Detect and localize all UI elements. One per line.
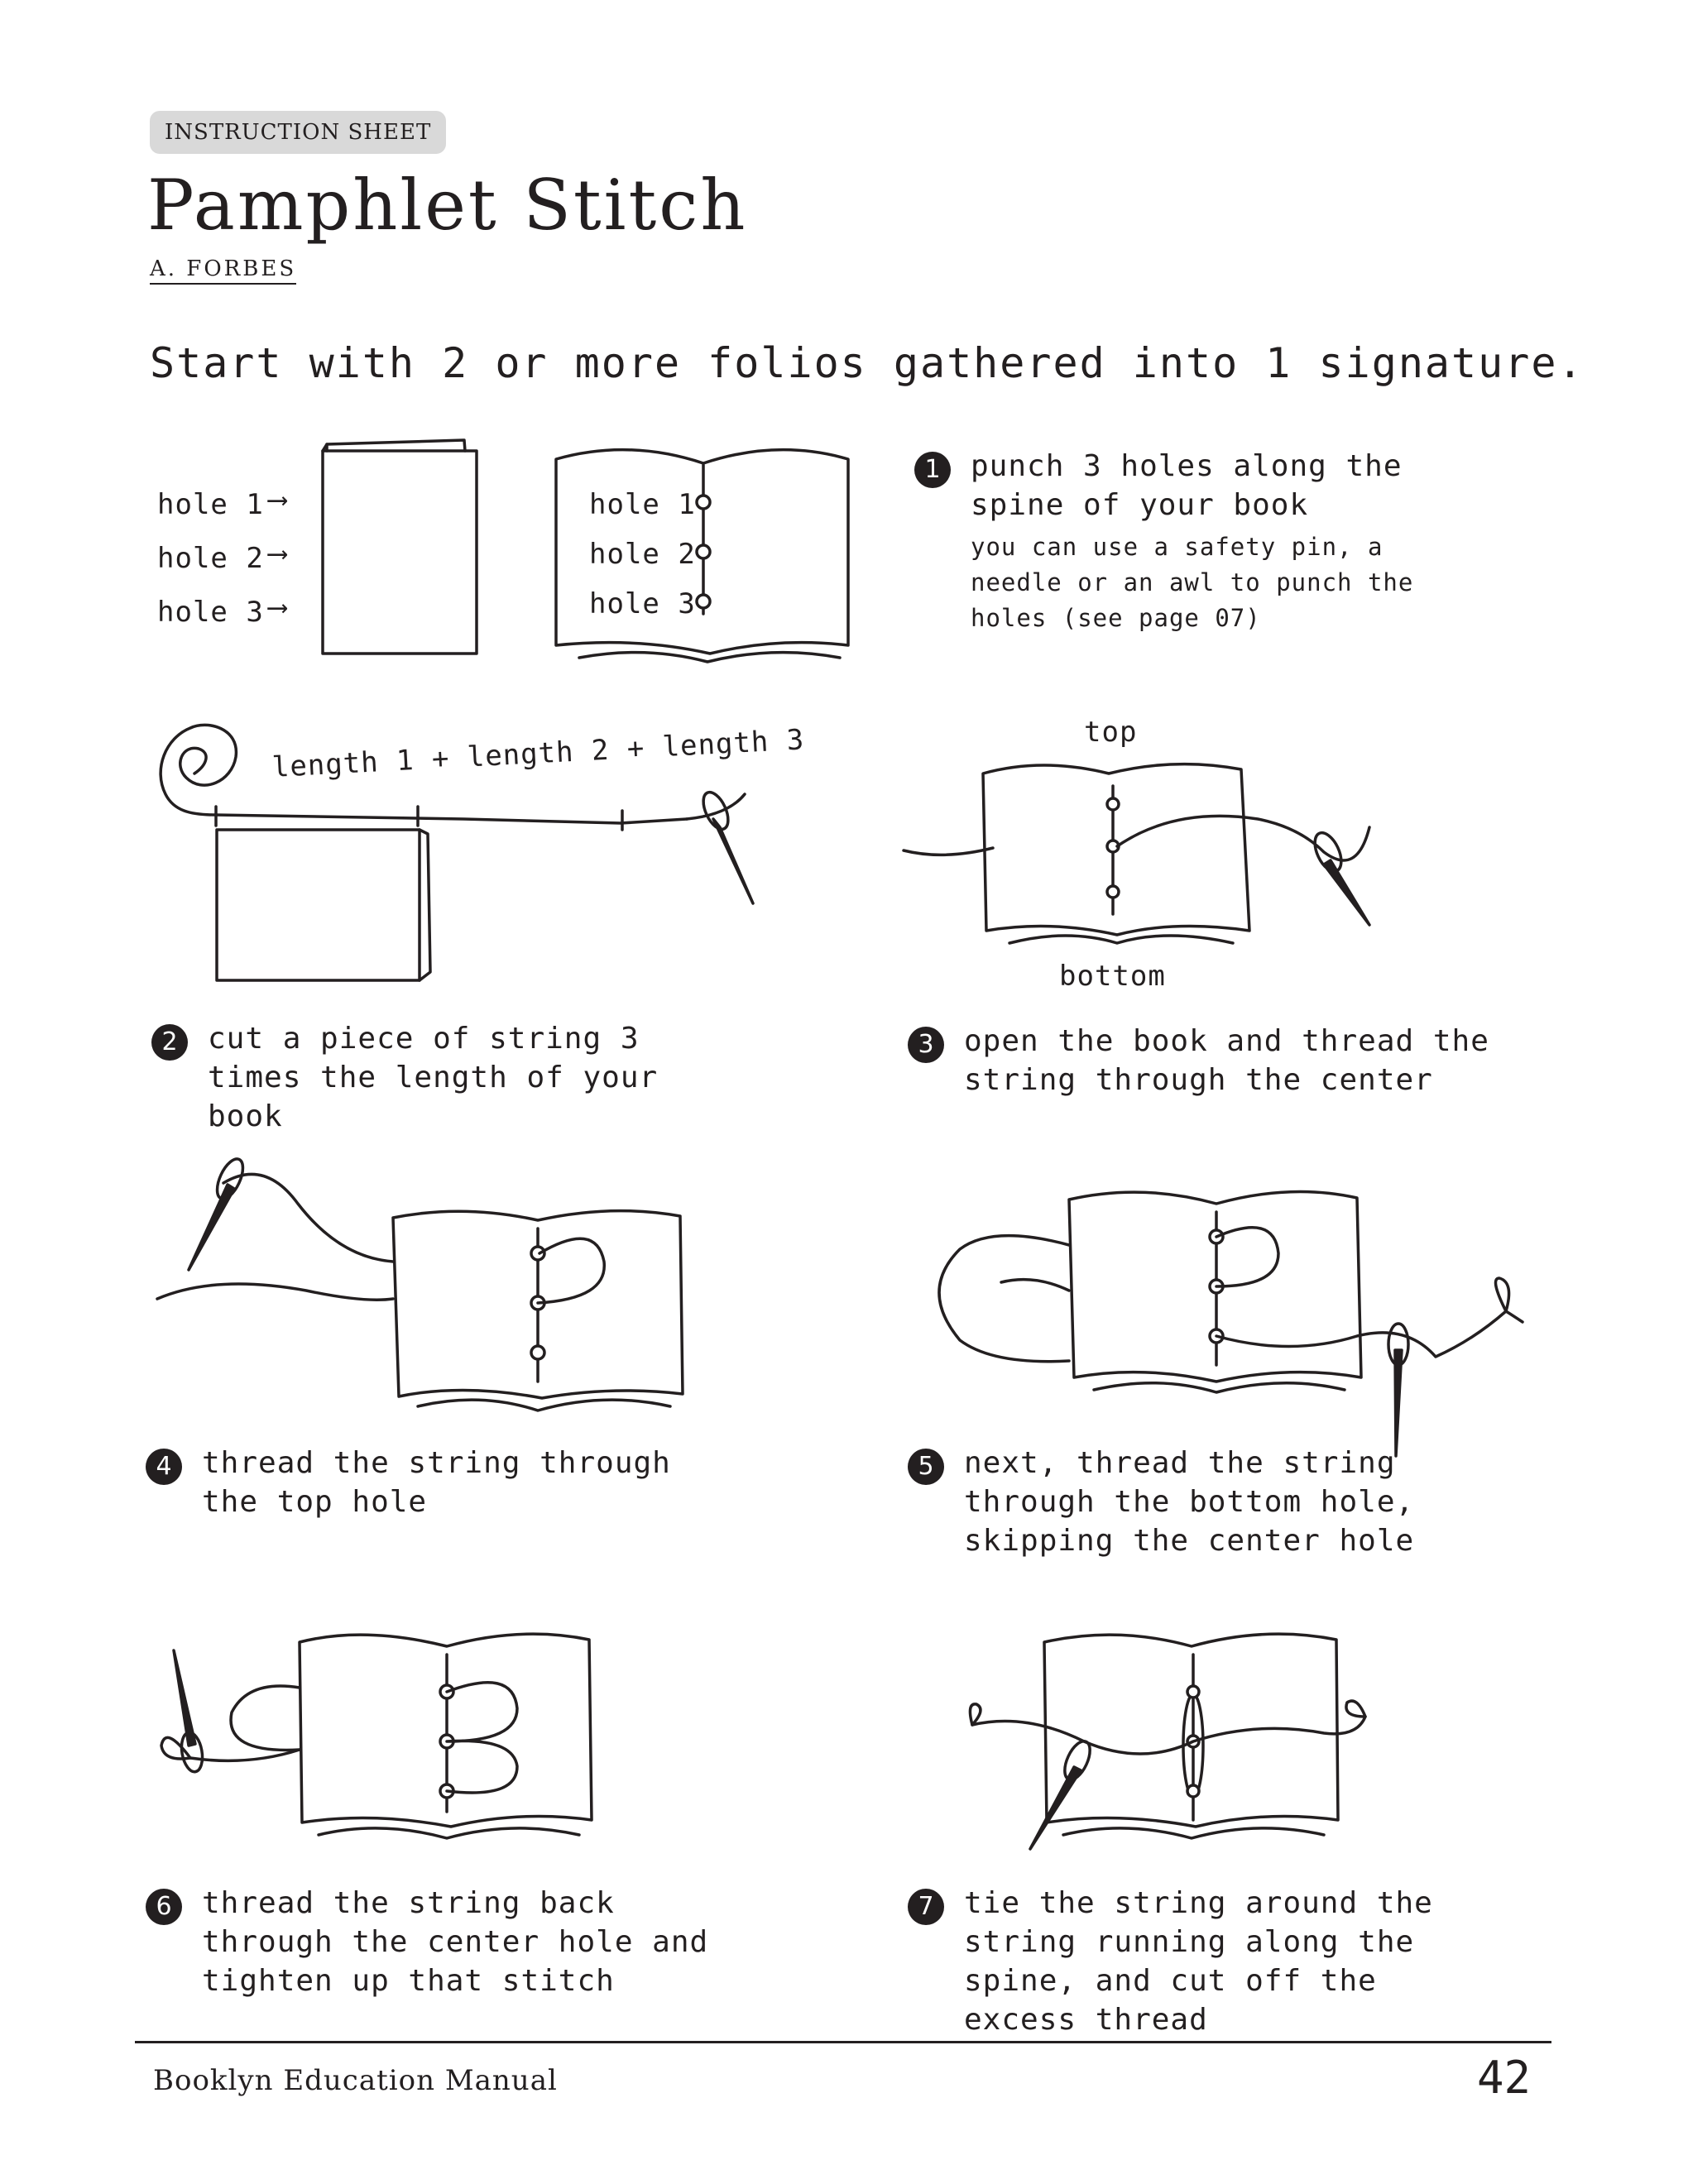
page-title: Pamphlet Stitch (147, 165, 748, 246)
page-number: 42 (1476, 2052, 1531, 2104)
step-text: tie the string around the string running along the spine, and cut off the excess thread (964, 1886, 1433, 2037)
step-text: next, thread the string through the bottom hole, skipping the center hole (964, 1446, 1415, 1558)
step-text: cut a piece of string 3 times the length of your book (208, 1022, 659, 1133)
step-text: thread the string through the top hole (202, 1446, 671, 1519)
thread-back-center-illustration (161, 1634, 592, 1838)
author-name: A. FORBES (150, 256, 296, 285)
thread-center-illustration (904, 764, 1369, 943)
step-number-badge: 1 (914, 452, 951, 488)
arrow-2-icon: ⟶ (269, 537, 287, 570)
arrow-1-icon: ⟶ (269, 483, 287, 516)
step-number-badge: 5 (908, 1449, 944, 1485)
step-text: open the book and thread the string through the center (964, 1024, 1489, 1097)
thread-bottom-hole-illustration (939, 1191, 1523, 1456)
step-text: punch 3 holes along the spine of your book (971, 449, 1403, 522)
bottom-label: bottom (1059, 960, 1166, 993)
intro-text: Start with 2 or more folios gathered into 1 signature. (150, 339, 1585, 387)
tie-string-illustration (970, 1634, 1365, 1849)
top-label: top (1084, 716, 1138, 749)
open-book-hole-1-label: hole 1 (589, 488, 696, 521)
open-book-hole-2-label: hole 2 (589, 538, 696, 571)
footer-divider (135, 2041, 1551, 2043)
closed-folio-illustration (323, 440, 477, 654)
instruction-sheet-badge: INSTRUCTION SHEET (150, 111, 446, 154)
arrow-3-icon: ⟶ (269, 591, 287, 624)
hole-3-label: hole 3 (157, 596, 264, 629)
step-number-badge: 6 (146, 1889, 182, 1925)
step-number-badge: 7 (908, 1889, 944, 1925)
step-number-badge: 2 (151, 1024, 188, 1061)
step-text: thread the string back through the center hole and tighten up that stitch (202, 1886, 709, 1998)
step-number-badge: 3 (908, 1027, 944, 1063)
hole-1-label: hole 1 (157, 488, 264, 521)
hole-2-label: hole 2 (157, 542, 264, 575)
string-length-formula: length 1 + length 2 + length 3 (271, 723, 806, 784)
thread-top-hole-illustration (157, 1155, 683, 1410)
manual-name: Booklyn Education Manual (153, 2064, 558, 2097)
step-number-badge: 4 (146, 1449, 182, 1485)
open-book-hole-3-label: hole 3 (589, 587, 696, 620)
step-note: you can use a safety pin, a needle or an awl to punch the holes (see page 07) (971, 533, 1414, 632)
